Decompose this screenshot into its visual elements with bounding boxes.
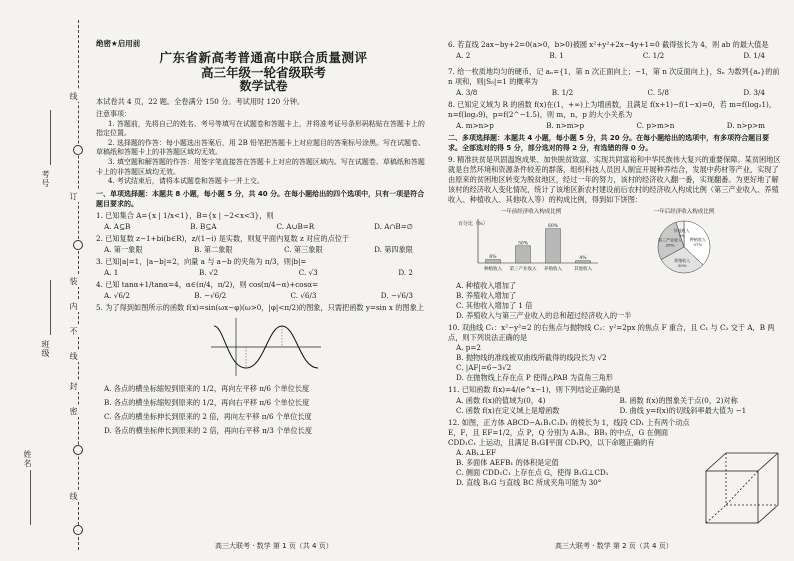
option: B. 函数 f(x)的图象关于点(0，2)对称 bbox=[619, 396, 738, 405]
bar-category-label: 种植收入 bbox=[484, 267, 502, 272]
question-5: 5. 为了得到如图所示的函数 f(x)=sin(ωx−φ)(ω>0，|φ|<π/2)的图象，只需把函数 y=sin x 的图象上 bbox=[96, 302, 424, 312]
option: A. 3/8 bbox=[456, 88, 478, 97]
kaohao-field[interactable] bbox=[50, 110, 51, 165]
option: C. |AF|=6−3√2 bbox=[456, 363, 512, 372]
question-8: 8. 已知定义域为 R 的函数 f(x)在(1，+∞)上为增函数，且满足 f(x+1)−f(1−x)=0，若 m=f(log₂1)，n=f(log₃9)，p=f(2^−1.5)，则 m，n，p 的大小关系为 bbox=[448, 100, 777, 119]
notices bbox=[96, 110, 431, 187]
question-4: 4. 已知 tanα+1/tanα=4，α∈(π/4，π/2)，则 cos(π/4−α)+cosα= bbox=[96, 279, 319, 289]
option: B. 抛物线的准线被双曲线所截得的线段长为 √2 bbox=[456, 353, 607, 362]
pie-slice-label: 种植收入 bbox=[689, 237, 706, 243]
exam-title-main: 广东省新高考普通高中联合质量测评 bbox=[159, 50, 368, 65]
option: D. 直线 B₁G 与直线 BC 所成夹角可能为 30° bbox=[456, 478, 602, 487]
option: B. n>m>p bbox=[546, 121, 585, 130]
question-5-options bbox=[96, 384, 431, 436]
notice-item: 3. 填空题和解答题的作答：用签字笔直接答在答题卡上对应的答题区域内。写在试题卷、草稿纸和答题卡上的非答题区域均无效。 bbox=[96, 157, 425, 176]
question-7-options bbox=[448, 88, 783, 98]
option: C. √6/3 bbox=[290, 290, 317, 300]
option: D. 第四象限 bbox=[374, 244, 413, 254]
option: A. 各点的横坐标缩短到原来的 1/2，再向左平移 π/6 个单位长度 bbox=[104, 383, 310, 393]
question-10: 10. 双曲线 C₁：x²−y²=2 的右焦点与抛物线 C₂：y²=2px 的焦点 F 重合，且 C₁ 与 C₂ 交于 A，B 两点，则下列说法正确的是 bbox=[448, 323, 775, 342]
question-2: 2. 已知复数 z−1+bi(b∈R)，z/(1−i) 是实数，则复平面内复数 z 对应的点位于 bbox=[96, 233, 350, 243]
question-8-options bbox=[448, 121, 783, 131]
secret-mark: 绝密★启用前 bbox=[96, 39, 141, 48]
question-4-options bbox=[96, 291, 431, 301]
cut-char-feng: 封 bbox=[69, 382, 78, 390]
notice-item: 4. 考试结束后，请将本试题卷和答题卡一并上交。 bbox=[108, 177, 264, 186]
option: B. −√6/2 bbox=[194, 290, 227, 300]
option: C. A∪B=R bbox=[276, 221, 315, 231]
question-9: 9. 精准扶贫是巩固温饱成果、加快脱贫致富、实现共同富裕和中华民族伟大复兴的重要保障。某贫困地区就是自然环境和资源条件较差的群落，组织科技人员因人制宜开展种养结合，发展中药材等产业，实现了由原来的贫困地区转变为脱贫地区，经过一年的努力，该村的经济收入翻一番，实现翻番。为更好地了解该村的经济收入变化情况，统计了该地区新农村建设前后农村的经济收入构成比例（第三产业收入、养殖收入、种植收入、其他收入等）的构成比例，得到如下饼图： bbox=[448, 155, 781, 204]
cube-edge bbox=[706, 453, 726, 471]
cube-front-face bbox=[706, 471, 758, 523]
pie-slice-label: 养殖收入 bbox=[674, 257, 691, 263]
option: A. 1 bbox=[104, 267, 119, 277]
question-3-options bbox=[96, 268, 431, 278]
cut-char-nei: 内 bbox=[69, 302, 78, 310]
question-11-options bbox=[448, 396, 783, 416]
question-10-options bbox=[448, 343, 783, 383]
pie-slice-value: 30% bbox=[677, 262, 687, 268]
pie-slice-label: 第三产业收入 bbox=[657, 237, 682, 243]
option: B. 1 bbox=[549, 51, 564, 60]
pie-slice-label: 其他收入 bbox=[673, 228, 690, 234]
option: A. 函数 f(x)的值域为(0，4) bbox=[456, 396, 546, 405]
bar-category-label: 第三产业收入 bbox=[509, 267, 537, 272]
option: C. 侧面 CDD₁C₁ 上存在点 G，使得 B₁G⊥CD₁ bbox=[456, 468, 609, 477]
cut-char-xian3: 线 bbox=[69, 492, 78, 500]
binding-hole bbox=[73, 525, 83, 535]
page-2 bbox=[448, 38, 783, 488]
question-12: 12. 如图，正方体 ABCD−A₁B₁C₁D₁ 的棱长为 1，线段 CD₁ 上有两个动点 E，F，且 EF=1/2，点 P，Q 分别为 A₁B₁，BB₁ 的中点，G 在侧面 CDD₁C₁ 上运动，且满足 B₁G∥平面 CD₁PQ，以下命题正确的有 bbox=[448, 418, 690, 447]
y-axis-label: 百分比（%） bbox=[458, 221, 488, 227]
option: A. m>n>p bbox=[456, 121, 494, 130]
option: B. B⊆A bbox=[190, 221, 217, 231]
page-1-footer: 高三大联考 · 数学 第 1 页（共 4 页） bbox=[215, 542, 333, 550]
option: D. 2 bbox=[398, 267, 413, 277]
option: C. √3 bbox=[298, 267, 318, 277]
option: D. −√6/3 bbox=[380, 290, 413, 300]
page-2-footer: 高三大联考 · 数学 第 2 页（共 4 页） bbox=[555, 542, 673, 550]
option: C. 5/8 bbox=[647, 88, 669, 97]
bar-value-label: 6% bbox=[489, 255, 497, 261]
option: D. 养殖收入与第三产业收入的总和超过经济收入的一半 bbox=[456, 311, 632, 320]
pie-slice-value: 28% bbox=[665, 242, 675, 248]
binding-hole bbox=[73, 445, 83, 455]
cut-char-xian2: 线 bbox=[69, 352, 78, 360]
xingming-label: 姓名 bbox=[23, 450, 32, 468]
binding-margin bbox=[0, 20, 90, 550]
bar-value-label: 60% bbox=[547, 224, 559, 230]
bar-value-label: 4% bbox=[579, 256, 587, 262]
option: A. √6/2 bbox=[104, 290, 130, 300]
exam-title-grade: 高三年级一轮省级联考 bbox=[200, 65, 326, 80]
banji-field[interactable] bbox=[50, 280, 51, 335]
option: B. 养殖收入增加了 bbox=[456, 291, 517, 300]
cube-edge bbox=[758, 453, 778, 471]
question-9-options bbox=[448, 281, 783, 321]
option: D. 1/4 bbox=[743, 51, 765, 60]
exam-title-subject: 数学试卷 bbox=[239, 79, 288, 93]
cut-char-ding: 订 bbox=[69, 192, 78, 200]
pie-slice-value: 5% bbox=[678, 233, 685, 239]
option: C. p>m>n bbox=[636, 121, 675, 130]
question-6-options bbox=[448, 51, 783, 61]
cube-hidden-edge bbox=[706, 505, 726, 523]
bar bbox=[516, 246, 531, 263]
option: A. 第一象限 bbox=[104, 244, 143, 254]
notice-head: 注意事项： bbox=[96, 110, 131, 118]
option: C. 各点的横坐标伸长到原来的 2 倍，再向左平移 π/6 个单位长度 bbox=[104, 411, 312, 421]
option: D. 3/4 bbox=[743, 88, 765, 97]
option: B. √2 bbox=[199, 267, 219, 277]
cube-edge bbox=[758, 505, 778, 523]
question-7: 7. 给一枚质地均匀的硬币，记 aₙ={1，第 n 次正面向上；−1，第 n 次反面向上}，Sₙ 为数列{aₙ}的前 n 项和，则|S₅|=1 的概率为 bbox=[448, 67, 780, 86]
cut-char-zhuang: 装 bbox=[69, 277, 78, 285]
cut-char-xian: 线 bbox=[69, 92, 78, 100]
option: B. 第二象限 bbox=[194, 244, 233, 254]
q9-charts bbox=[456, 207, 783, 279]
cut-char-bu: 不 bbox=[69, 327, 78, 335]
question-12-options bbox=[448, 448, 698, 488]
pie-chart-title: 一年后经济收入构成比例 bbox=[653, 209, 715, 215]
page-1 bbox=[96, 36, 431, 436]
question-6: 6. 若直线 2ax−by+2=0(a>0，b>0)被圆 x²+y²+2x−4y+1=0 截得弦长为 4，则 ab 的最大值是 bbox=[448, 40, 769, 49]
section-1-heading: 一、单项选择题：本题共 8 小题，每小题 5 分，共 40 分。在每小题给出的四个选项中，只有一项是符合题目要求的。 bbox=[96, 189, 425, 208]
option: D. 在抛物线上存在点 P 使得△PAB 为直角三角形 bbox=[456, 373, 613, 382]
notice-item: 1. 答题前，先将自己的姓名、考号等填写在试题卷和答题卡上，并将准考证号条形码粘贴在答题卡上的指定位置。 bbox=[96, 119, 425, 138]
kaohao-label: 考号 bbox=[41, 170, 50, 188]
exam-info: 本试卷共 4 页，22 题。全卷满分 150 分。考试用时 120 分钟。 bbox=[96, 97, 305, 106]
option: B. 多面体 AEFB₁ 的体积是定值 bbox=[456, 458, 559, 467]
section-2-heading: 二、多项选择题：本题共 4 小题，每小题 5 分，共 20 分。在每小题给出的选项中，有多项符合题目要求。全部选对的得 5 分，部分选对的得 2 分，有选错的得 0 分。 bbox=[448, 134, 770, 152]
option: C. 函数 f(x)在定义域上是增函数 bbox=[456, 406, 560, 415]
option: D. n>p>m bbox=[726, 121, 765, 130]
sine-graph bbox=[206, 316, 326, 378]
option: C. 第三象限 bbox=[284, 244, 323, 254]
bar bbox=[486, 260, 501, 263]
bar-value-label: 30% bbox=[517, 241, 529, 247]
option: A. AB₁⊥EF bbox=[456, 448, 497, 457]
cube-figure bbox=[702, 447, 782, 532]
question-1-options bbox=[96, 222, 431, 232]
binding-hole bbox=[73, 240, 83, 250]
option: D. 曲线 y=f(x)的切线斜率最大值为 −1 bbox=[619, 406, 747, 415]
option: C. 1/2 bbox=[642, 51, 665, 60]
option: B. 各点的横坐标缩短到原来的 1/2，再向右平移 π/6 个单位长度 bbox=[104, 397, 310, 407]
bar bbox=[546, 229, 561, 263]
option: A. 2 bbox=[456, 51, 471, 60]
cut-char-mi: 密 bbox=[69, 407, 78, 415]
pie-slice-value: 37% bbox=[693, 242, 703, 248]
pie-chart-box bbox=[614, 207, 754, 279]
option: D. A∩B=∅ bbox=[374, 221, 413, 231]
question-11: 11. 已知函数 f(x)=4/(e^x−1)，则下列结论正确的是 bbox=[448, 385, 621, 394]
xingming-field[interactable] bbox=[30, 470, 31, 525]
notice-item: 2. 选择题的作答：每小题选出答案后，用 2B 铅笔把答题卡上对应题目的答案标号涂黑。写在试题卷、草稿纸和答题卡上的非答题区域均无效。 bbox=[96, 138, 425, 157]
question-1: 1. 已知集合 A={x | 1/x<1}，B={x | −2<x<3}，则 bbox=[96, 210, 274, 220]
banji-label: 班级 bbox=[41, 340, 50, 358]
question-3: 3. 已知|a|=1，|a−b|=2，向量 a 与 a−b 的夹角为 π/3，则|b|= bbox=[96, 256, 307, 266]
bar-category-label: 其他收入 bbox=[574, 267, 592, 272]
option: A. p=2 bbox=[456, 343, 481, 352]
option: B. 1/2 bbox=[551, 88, 574, 97]
bar-chart-title: 一年前经济收入构成比例 bbox=[500, 209, 562, 215]
bar-chart-box bbox=[456, 207, 606, 279]
question-2-options bbox=[96, 245, 431, 255]
option: A. 种植收入增加了 bbox=[456, 281, 517, 290]
cube-diagonal bbox=[726, 471, 758, 505]
option: C. 其他收入增加了 1 倍 bbox=[456, 301, 533, 310]
binding-hole bbox=[73, 145, 83, 155]
bar-chart bbox=[456, 217, 606, 275]
pie-chart bbox=[614, 217, 754, 275]
option: D. 各点的横坐标伸长到原来的 2 倍，再向右平移 π/3 个单位长度 bbox=[104, 425, 313, 435]
option: A. A⊆B bbox=[104, 221, 131, 231]
bar-category-label: 养殖收入 bbox=[544, 267, 562, 272]
